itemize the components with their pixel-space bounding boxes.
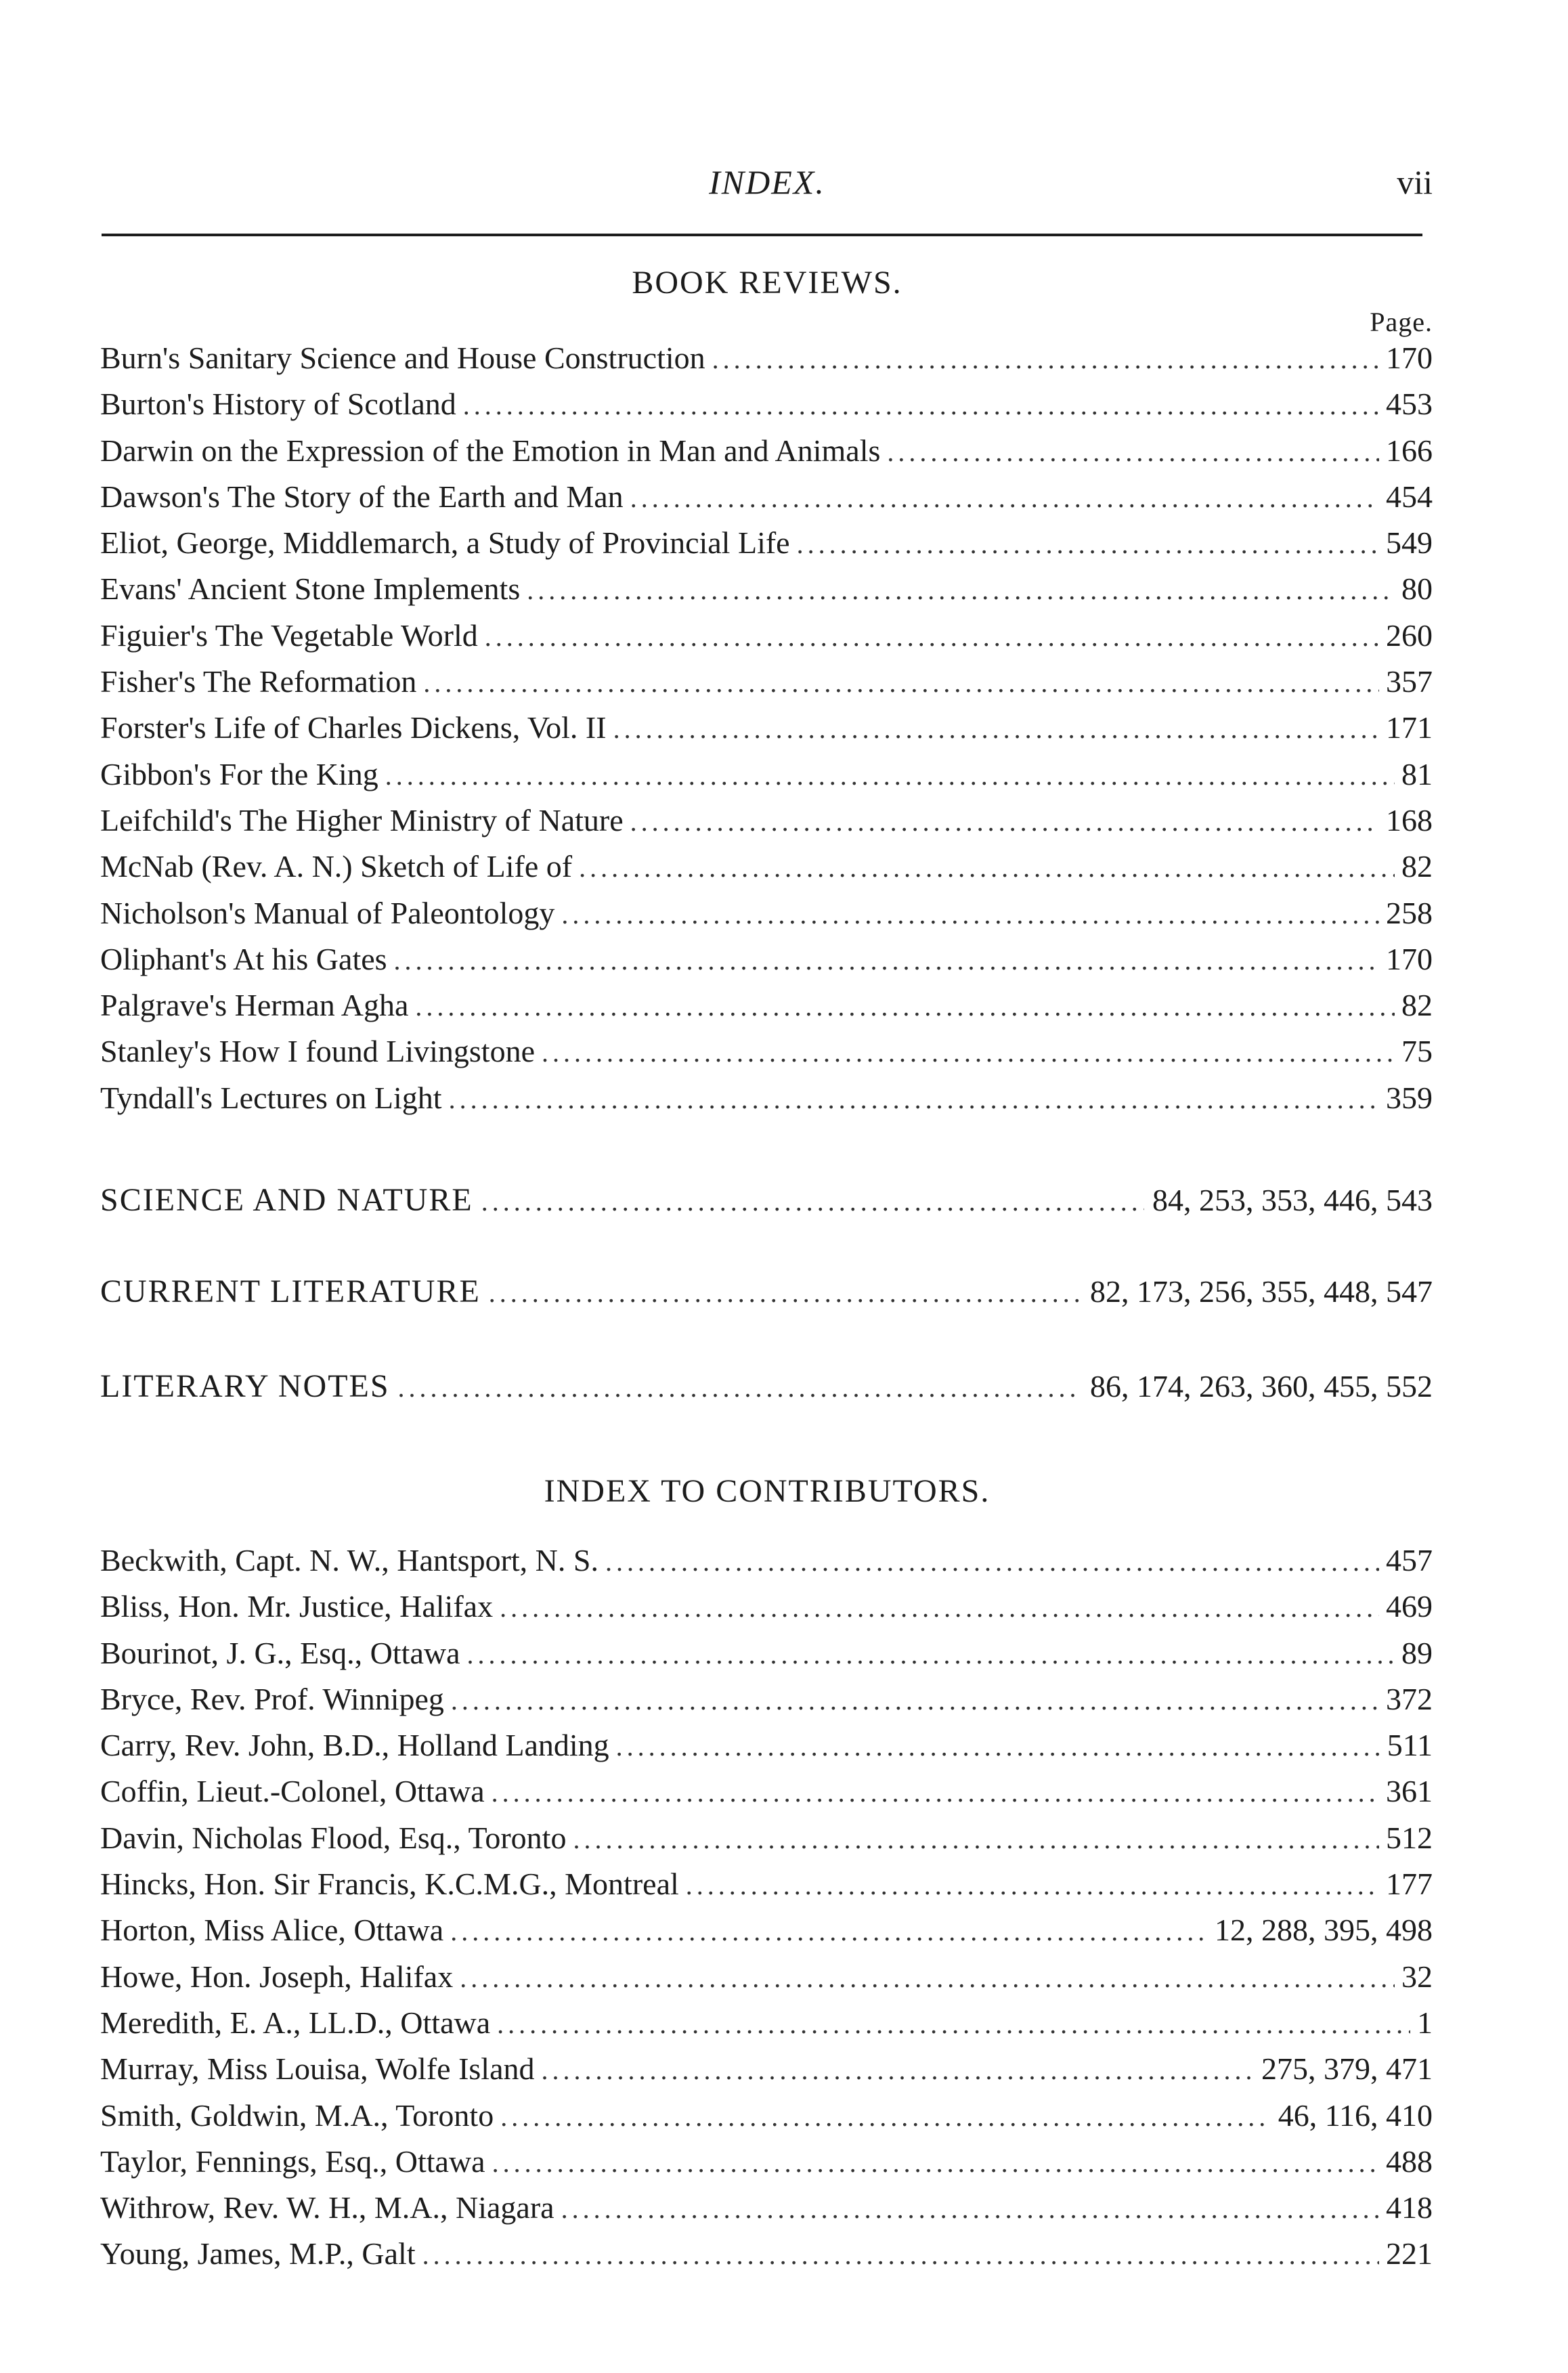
contributor-name: Coffin, Lieut.-Colonel, Ottawa (100, 1774, 485, 1809)
entry-title: Palgrave's Herman Agha (100, 988, 409, 1023)
contributor-pages: 12, 288, 395, 498 (1215, 1913, 1433, 1948)
list-item (100, 1727, 1433, 1773)
dot-leader (492, 2147, 1379, 2179)
dot-leader (630, 482, 1379, 514)
contributor-name: Bourinot, J. G., Esq., Ottawa (100, 1635, 460, 1670)
dot-leader (561, 2193, 1379, 2225)
dot-leader (712, 343, 1379, 375)
dot-leader (541, 2054, 1255, 2086)
dot-leader (887, 436, 1379, 468)
dot-leader (630, 806, 1379, 837)
contributor-pages: 221 (1386, 2236, 1433, 2271)
entry-pages: 549 (1386, 525, 1433, 561)
dot-leader (451, 1684, 1379, 1716)
list-item (100, 1866, 1433, 1912)
dot-leader (398, 1372, 1082, 1403)
dot-leader (423, 667, 1379, 699)
contributor-pages: 512 (1386, 1820, 1433, 1855)
entry-title: Burn's Sanitary Science and House Construction (100, 341, 705, 375)
entry-title: Forster's Life of Charles Dickens, Vol. II (100, 710, 607, 745)
contributor-name: Meredith, E. A., LL.D., Ottawa (100, 2005, 491, 2040)
list-item (100, 340, 1433, 386)
entry-pages: 170 (1386, 941, 1433, 976)
entry-pages: 258 (1386, 895, 1433, 930)
list-item (100, 433, 1433, 479)
list-item (100, 1033, 1433, 1079)
list-item (100, 1959, 1433, 2005)
entry-title: Figuier's The Vegetable World (100, 617, 478, 653)
contributor-pages: 361 (1386, 1774, 1433, 1809)
entry-pages: 171 (1386, 710, 1433, 745)
entry-pages: 453 (1386, 387, 1433, 422)
list-item (100, 2005, 1433, 2051)
contributor-pages: 488 (1386, 2143, 1433, 2179)
list-item (100, 2190, 1433, 2236)
list-item (100, 2097, 1433, 2143)
dot-leader (613, 713, 1379, 745)
topic-current-literature (100, 1273, 1433, 1310)
entry-pages: 170 (1386, 341, 1433, 375)
dot-leader (797, 528, 1379, 560)
list-item (100, 2236, 1433, 2282)
contributor-name: Murray, Miss Louisa, Wolfe Island (100, 2051, 535, 2087)
contributor-pages: 511 (1387, 1728, 1433, 1763)
contributor-name: Bliss, Hon. Mr. Justice, Halifax (100, 1589, 494, 1624)
entry-pages: 82 (1401, 988, 1433, 1023)
topic-science-and-nature (100, 1181, 1433, 1219)
list-item (100, 479, 1433, 525)
list-item (100, 895, 1433, 941)
entry-title: McNab (Rev. A. N.) Sketch of Life of (100, 849, 573, 884)
contributor-name: Howe, Hon. Joseph, Halifax (100, 1959, 454, 1994)
book-reviews-list (100, 340, 1433, 1126)
list-item (100, 1635, 1433, 1681)
dot-leader (686, 1869, 1379, 1901)
contributor-pages: 1 (1417, 2005, 1433, 2040)
contributor-pages: 469 (1386, 1589, 1433, 1624)
list-item (100, 2051, 1433, 2097)
list-item (100, 802, 1433, 848)
list-item (100, 525, 1433, 571)
contributor-pages: 46, 116, 410 (1278, 2097, 1433, 2133)
running-head (102, 162, 1433, 217)
list-item (100, 663, 1433, 710)
topic-title: SCIENCE AND NATURE (100, 1182, 473, 1218)
list-item (100, 987, 1433, 1033)
contributors-heading: INDEX TO CONTRIBUTORS. (544, 1473, 990, 1509)
entry-pages: 359 (1386, 1080, 1433, 1115)
dot-leader (467, 1638, 1395, 1670)
dot-leader (500, 2101, 1271, 2133)
dot-leader (449, 1083, 1379, 1115)
dot-leader (489, 1277, 1082, 1309)
entry-title: Evans' Ancient Stone Implements (100, 571, 521, 607)
list-item (100, 1080, 1433, 1126)
contributors-list (100, 1542, 1433, 2282)
entry-title: Leifchild's The Higher Ministry of Nature (100, 802, 624, 837)
entry-pages: 75 (1401, 1034, 1433, 1069)
entry-pages: 80 (1401, 571, 1433, 607)
entry-title: Eliot, George, Middlemarch, a Study of Provincial Life (100, 525, 790, 561)
dot-leader (460, 1962, 1395, 1994)
page-number: vii (1397, 163, 1433, 201)
list-item (100, 1681, 1433, 1727)
header-rule (102, 234, 1422, 236)
topic-literary-notes (100, 1368, 1433, 1405)
dot-leader (616, 1730, 1380, 1762)
topic-title: LITERARY NOTES (100, 1368, 390, 1404)
contributor-pages: 418 (1386, 2190, 1433, 2225)
list-item (100, 1912, 1433, 1958)
contributor-name: Beckwith, Capt. N. W., Hantsport, N. S. (100, 1543, 598, 1577)
dot-leader (492, 1777, 1379, 1808)
dot-leader (605, 1546, 1379, 1577)
contributor-name: Bryce, Rev. Prof. Winnipeg (100, 1681, 444, 1716)
list-item (100, 1542, 1433, 1588)
dot-leader (579, 852, 1395, 884)
contributor-name: Young, James, M.P., Galt (100, 2236, 416, 2271)
book-reviews-heading: BOOK REVIEWS. (632, 265, 902, 301)
entry-pages: 82 (1401, 849, 1433, 884)
entry-title: Oliphant's At his Gates (100, 941, 387, 976)
contributor-name: Davin, Nicholas Flood, Esq., Toronto (100, 1820, 567, 1855)
topic-title: CURRENT LITERATURE (100, 1273, 481, 1309)
entry-title: Nicholson's Manual of Paleontology (100, 895, 555, 930)
entry-title: Fisher's The Reformation (100, 664, 417, 699)
dot-leader (573, 1823, 1379, 1855)
entry-pages: 260 (1386, 617, 1433, 653)
contributor-name: Hincks, Hon. Sir Francis, K.C.M.G., Montreal (100, 1867, 679, 1902)
contributor-name: Horton, Miss Alice, Ottawa (100, 1913, 444, 1948)
contributor-pages: 32 (1401, 1959, 1433, 1994)
topic-pages: 86, 174, 263, 360, 455, 552 (1090, 1369, 1433, 1403)
dot-leader (542, 1037, 1395, 1068)
running-title: INDEX. (709, 163, 825, 201)
entry-title: Tyndall's Lectures on Light (100, 1080, 442, 1115)
dot-leader (497, 2008, 1410, 2040)
list-item (100, 848, 1433, 894)
list-item (100, 710, 1433, 756)
list-item (100, 2143, 1433, 2190)
contributor-pages: 177 (1386, 1867, 1433, 1902)
dot-leader (481, 1185, 1144, 1217)
contributor-name: Withrow, Rev. W. H., M.A., Niagara (100, 2190, 554, 2225)
dot-leader (394, 944, 1379, 976)
dot-leader (463, 389, 1379, 421)
entry-title: Dawson's The Story of the Earth and Man (100, 479, 624, 514)
list-item (100, 386, 1433, 432)
dot-leader (415, 990, 1395, 1022)
contributor-name: Smith, Goldwin, M.A., Toronto (100, 2097, 494, 2133)
entry-pages: 357 (1386, 664, 1433, 699)
topic-pages: 84, 253, 353, 446, 543 (1152, 1183, 1433, 1217)
entry-title: Burton's History of Scotland (100, 387, 456, 422)
contributor-pages: 89 (1401, 1635, 1433, 1670)
list-item (100, 756, 1433, 802)
entry-title: Stanley's How I found Livingstone (100, 1034, 536, 1069)
dot-leader (527, 574, 1395, 606)
dot-leader (500, 1592, 1379, 1624)
dot-leader (561, 898, 1379, 930)
entry-title: Gibbon's For the King (100, 756, 378, 791)
list-item (100, 1588, 1433, 1634)
entry-pages: 168 (1386, 802, 1433, 837)
entry-title: Darwin on the Expression of the Emotion in Man and Animals (100, 433, 881, 468)
dot-leader (485, 621, 1379, 653)
contributor-pages: 372 (1386, 1681, 1433, 1716)
contributor-pages: 457 (1386, 1543, 1433, 1577)
contributor-name: Carry, Rev. John, B.D., Holland Landing (100, 1728, 609, 1763)
entry-pages: 81 (1401, 756, 1433, 791)
dot-leader (450, 1915, 1208, 1947)
list-item (100, 1820, 1433, 1866)
entry-pages: 166 (1386, 433, 1433, 468)
dot-leader (422, 2239, 1379, 2271)
dot-leader (385, 760, 1395, 791)
page-column-label: Page. (1370, 307, 1433, 337)
list-item (100, 1773, 1433, 1819)
list-item (100, 617, 1433, 663)
contributor-pages: 275, 379, 471 (1261, 2051, 1433, 2087)
contributor-name: Taylor, Fennings, Esq., Ottawa (100, 2143, 485, 2179)
list-item (100, 941, 1433, 987)
list-item (100, 571, 1433, 617)
entry-pages: 454 (1386, 479, 1433, 514)
topic-pages: 82, 173, 256, 355, 448, 547 (1090, 1274, 1433, 1309)
